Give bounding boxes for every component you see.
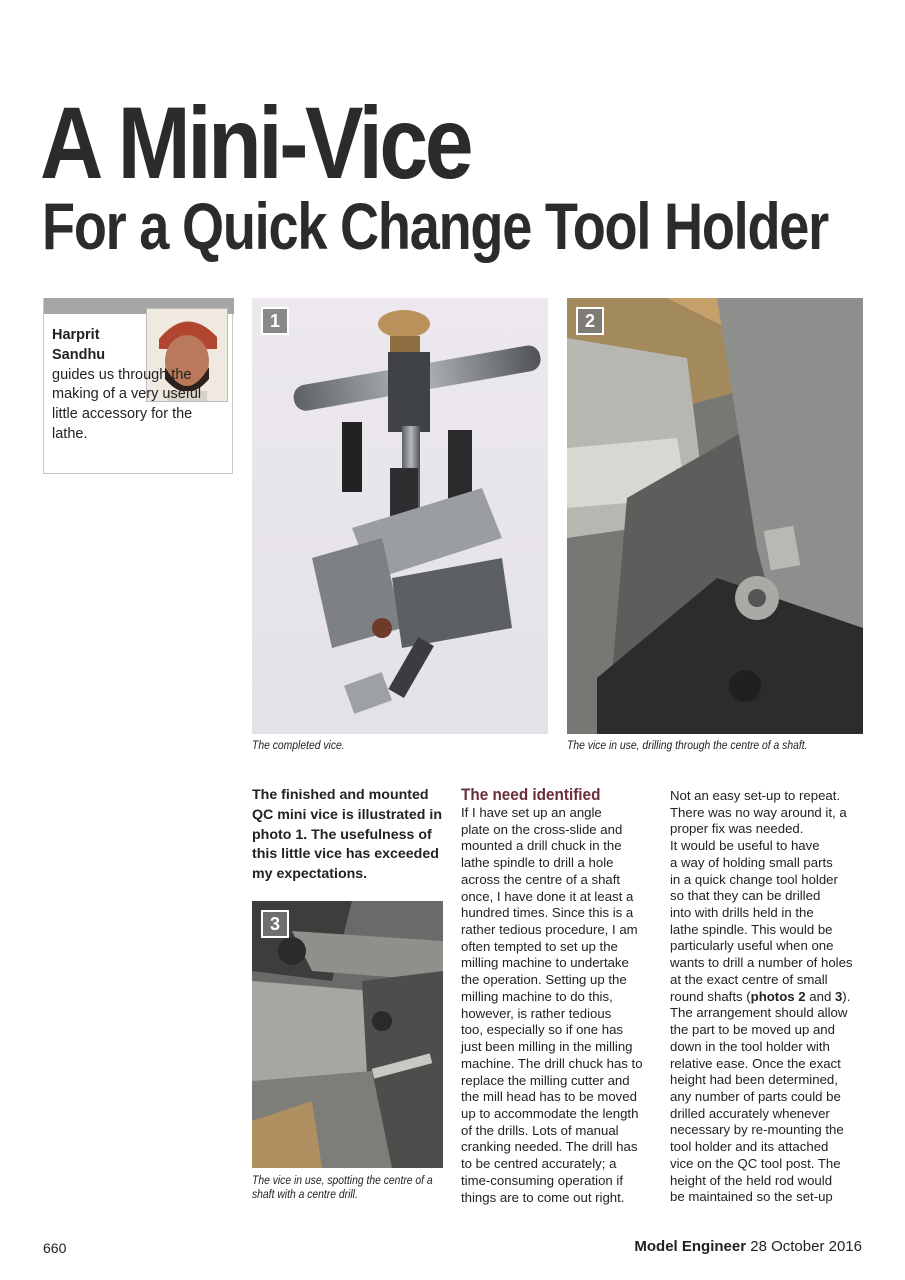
column-2-text: If I have set up an angle plate on the cross-slide and mounted a drill chuck in the lathe spindle to drill a hole across the centre of a shaft once, I have done it at least a hundred times. Since this is a rather tedious procedure, I am often tempted to set up the milling machine to undertake the operation. Setting up the milling machine to do this, however, is rather tedious too, especially so if one has just been milling in the milling machine. The drill chuck has to replace the milling cutter and the mill head has to be moved up to accommodate the length of the drills. Lots of manual cranking needed. The drill has to be centred accurately; a time-consuming operation if things are to come out right.: [461, 805, 643, 1205]
and-word: and: [805, 988, 835, 1004]
photos-word: photos: [750, 988, 795, 1004]
photo-3-number: 3: [261, 910, 289, 938]
author-name: Harprit Sandhu: [52, 327, 106, 363]
author-box: [43, 298, 233, 474]
photo-ref-2: 2: [798, 988, 806, 1004]
photo-1: [252, 298, 548, 734]
page-number: 660: [43, 1240, 67, 1256]
magazine-name: Model Engineer: [634, 1238, 747, 1255]
photo-2: [567, 298, 863, 734]
photo-1-caption: The completed vice.: [252, 740, 345, 752]
photo-3-caption: The vice in use, spotting the centre of a shaft with a centre drill.: [252, 1175, 433, 1201]
column-3-text-b: ). The arrangement should allow the part to be moved up and down in the tool holder with relative ease. Once the exact height had been determined, any number of parts could be drilled accurately whenever necessary by re-mounting the tool holder and its attached vice on the QC tool post. The height of the held rod would be maintained so the set-up: [670, 988, 851, 1205]
issue-date: 28 October 2016: [750, 1238, 862, 1255]
magazine-footer: [634, 1238, 862, 1255]
photo-3: [252, 901, 443, 1168]
photo-2-number: 2: [576, 307, 604, 335]
article-subtitle: For a Quick Change Tool Holder: [42, 189, 829, 263]
author-intro: [52, 326, 228, 445]
photo-ref-3: 3: [834, 988, 843, 1004]
photo-1-image: [252, 298, 548, 734]
section-heading: The need identified: [461, 785, 601, 804]
photo-1-number: 1: [261, 307, 289, 335]
column-3-text: [670, 788, 875, 1206]
author-intro-text: guides us through the making of a very useful little accessory for the lathe.: [52, 366, 202, 442]
photo-2-caption: The vice in use, drilling through the centre of a shaft.: [567, 740, 808, 752]
photo-3-image: [252, 901, 443, 1168]
article-title: A Mini-Vice: [40, 86, 471, 200]
column-3-text-a: Not an easy set-up to repeat. There was no way around it, a proper fix was needed. It would be useful to have a way of holding small parts in a quick change tool holder so that they can be drilled into with drills held in the lathe spindle. This would be particularly useful when one wants to drill a number of holes at the exact centre of small round shafts (: [670, 788, 853, 1004]
photo-2-image: [567, 298, 863, 734]
lead-paragraph: The finished and mounted QC mini vice is illustrated in photo 1. The usefulness of this little vice has exceeded my expectations.: [252, 787, 443, 883]
